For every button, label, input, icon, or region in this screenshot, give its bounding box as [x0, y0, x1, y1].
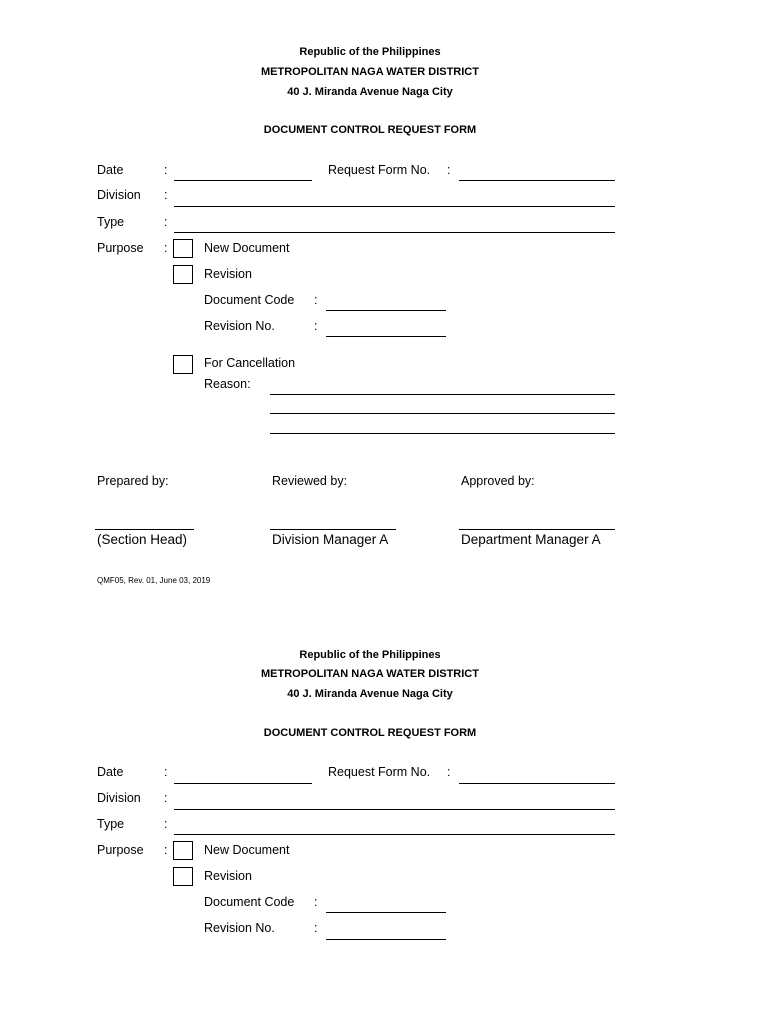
reviewed-by-label: Reviewed by:: [272, 474, 348, 488]
colon: :: [164, 241, 168, 255]
revision-no-label: Revision No.: [204, 921, 275, 935]
new-document-label: New Document: [204, 843, 290, 857]
new-document-checkbox[interactable]: [173, 841, 193, 860]
colon: :: [164, 791, 168, 805]
address-heading: 40 J. Miranda Avenue Naga City: [287, 86, 453, 98]
request-no-label: Request Form No.: [328, 163, 431, 177]
division-label: Division: [97, 188, 141, 202]
colon: :: [314, 293, 318, 307]
colon: :: [164, 215, 168, 229]
revision-label: Revision: [204, 267, 252, 281]
new-document-label: New Document: [204, 241, 290, 255]
approved-role: Department Manager A: [461, 532, 601, 547]
republic-heading: Republic of the Philippines: [299, 649, 441, 661]
colon: :: [164, 843, 168, 857]
date-label: Date: [97, 163, 124, 177]
division-field[interactable]: [174, 809, 615, 810]
document-code-label: Document Code: [204, 895, 295, 909]
date-label: Date: [97, 765, 124, 779]
form-title: DOCUMENT CONTROL REQUEST FORM: [263, 124, 477, 136]
colon: :: [447, 765, 451, 779]
colon: :: [164, 188, 168, 202]
prepared-by-label: Prepared by:: [97, 474, 169, 488]
division-label: Division: [97, 791, 141, 805]
colon: :: [164, 163, 168, 177]
revision-no-label: Revision No.: [204, 319, 275, 333]
document-code-label: Document Code: [204, 293, 295, 307]
colon: :: [447, 163, 451, 177]
type-field[interactable]: [174, 834, 615, 835]
purpose-label: Purpose: [97, 843, 144, 857]
date-field[interactable]: [174, 783, 312, 784]
revision-label: Revision: [204, 869, 252, 883]
type-label: Type: [97, 817, 125, 831]
republic-heading: Republic of the Philippines: [299, 46, 441, 58]
form-code: QMF05, Rev. 01, June 03, 2019: [97, 576, 211, 585]
colon: :: [164, 817, 168, 831]
document-code-field[interactable]: [326, 912, 446, 913]
address-heading: 40 J. Miranda Avenue Naga City: [287, 688, 453, 700]
request-no-field[interactable]: [459, 783, 615, 784]
reviewed-role: Division Manager A: [272, 532, 389, 547]
colon: :: [164, 765, 168, 779]
revision-no-field[interactable]: [326, 939, 446, 940]
form-title: DOCUMENT CONTROL REQUEST FORM: [263, 727, 477, 739]
approved-by-label: Approved by:: [461, 474, 535, 488]
purpose-label: Purpose: [97, 241, 144, 255]
colon: :: [314, 921, 318, 935]
type-label: Type: [97, 215, 125, 229]
colon: :: [314, 895, 318, 909]
request-no-label: Request Form No.: [328, 765, 431, 779]
district-heading: METROPOLITAN NAGA WATER DISTRICT: [261, 668, 479, 680]
revision-checkbox[interactable]: [173, 867, 193, 886]
prepared-role: (Section Head): [97, 532, 188, 547]
district-heading: METROPOLITAN NAGA WATER DISTRICT: [261, 66, 479, 78]
colon: :: [314, 319, 318, 333]
for-cancellation-label: For Cancellation: [204, 356, 296, 370]
reason-label: Reason:: [204, 377, 251, 391]
